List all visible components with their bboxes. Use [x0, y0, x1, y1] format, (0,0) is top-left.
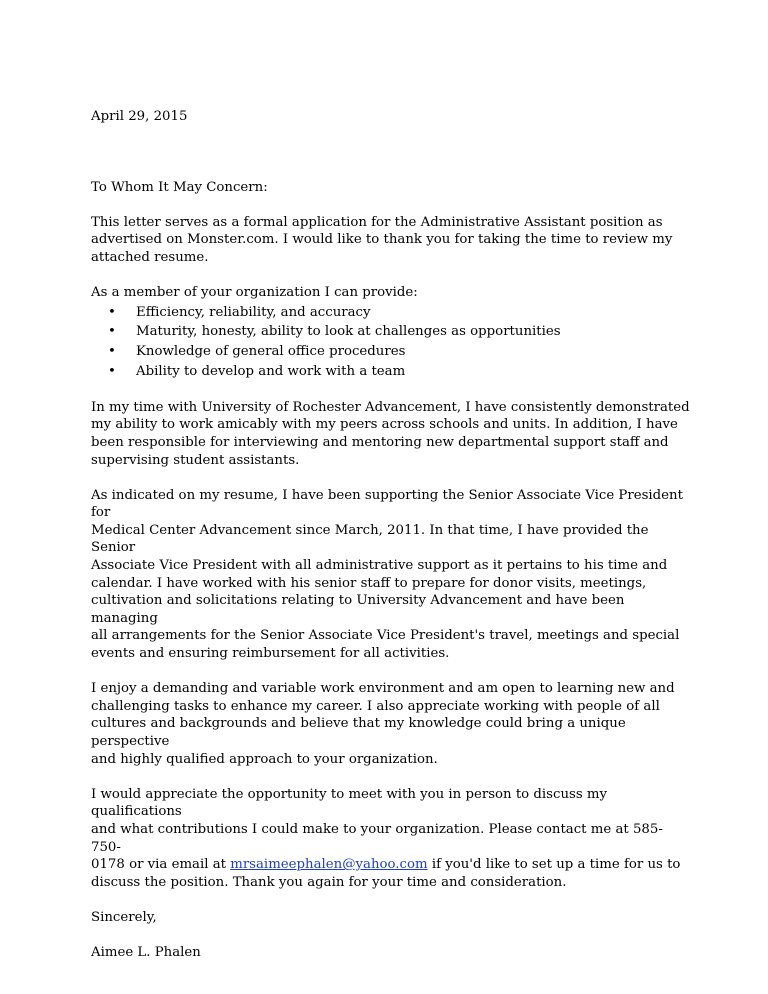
- letter-body: [91, 108, 691, 962]
- list-item-text: Efficiency, reliability, and accuracy: [136, 304, 371, 320]
- letter-date: April 29, 2015: [91, 109, 188, 124]
- resume-paragraph: As indicated on my resume, I have been supporting the Senior Associate Vice President for Medical Center Advancement since March, 2011. In that time, I have provided the Senior Associate Vice President with all administrative support as it pertains to his time and calendar. I have worked with his senior staff to prepare for donor visits, meetings, cultivation and solicitations relating to University Advancement and have been managing all arrangements for the Senior Associate Vice President's travel, meetings and special events and ensuring reimbursement for all activities.: [91, 487, 683, 662]
- bullet-icon: •: [108, 343, 116, 359]
- list-item: [91, 322, 691, 342]
- contact-text-after: if you'd like to set up a time for us to discuss the position. Thank you again for your time and consideration.: [91, 857, 681, 890]
- salutation: To Whom It May Concern:: [91, 179, 268, 195]
- contact-text-before: I would appreciate the opportunity to meet with you in person to discuss my qualifications and what contributions I could make to your organization. Please contact me at 585-750- 0178 or via email at: [91, 786, 663, 873]
- provide-intro: As a member of your organization I can provide:: [91, 285, 418, 301]
- list-item: [91, 342, 691, 362]
- contact-paragraph: [91, 786, 691, 892]
- list-item: [91, 362, 691, 382]
- intro-paragraph: This letter serves as a formal application for the Administrative Assistant position as advertised on Monster.com. I would like to thank you for taking the time to review my attached resume.: [91, 214, 673, 265]
- closing: Sincerely,: [91, 909, 157, 925]
- qualifications-list: [91, 303, 691, 381]
- experience-paragraph: In my time with University of Rochester Advancement, I have consistently demonstrated my ability to work amicably with my peers across schools and units. In addition, I have been responsible for interviewing and mentoring new departmental support staff and supervising student assistants.: [91, 399, 690, 468]
- signature-name: Aimee L. Phalen: [91, 945, 201, 961]
- list-item-text: Knowledge of general office procedures: [136, 343, 406, 359]
- list-item-text: Ability to develop and work with a team: [136, 363, 406, 379]
- bullet-icon: •: [108, 363, 116, 379]
- list-item: [91, 303, 691, 323]
- bullet-icon: •: [108, 304, 116, 320]
- list-item-text: Maturity, honesty, ability to look at challenges as opportunities: [136, 324, 561, 340]
- email-link[interactable]: mrsaimeephalen@yahoo.com: [230, 857, 428, 873]
- work-environment-paragraph: I enjoy a demanding and variable work environment and am open to learning new and challenging tasks to enhance my career. I also appreciate working with people of all cultures and backgrounds and believe that my knowledge could bring a unique perspective and highly qualified approach to your organization.: [91, 681, 675, 767]
- bullet-icon: •: [108, 324, 116, 340]
